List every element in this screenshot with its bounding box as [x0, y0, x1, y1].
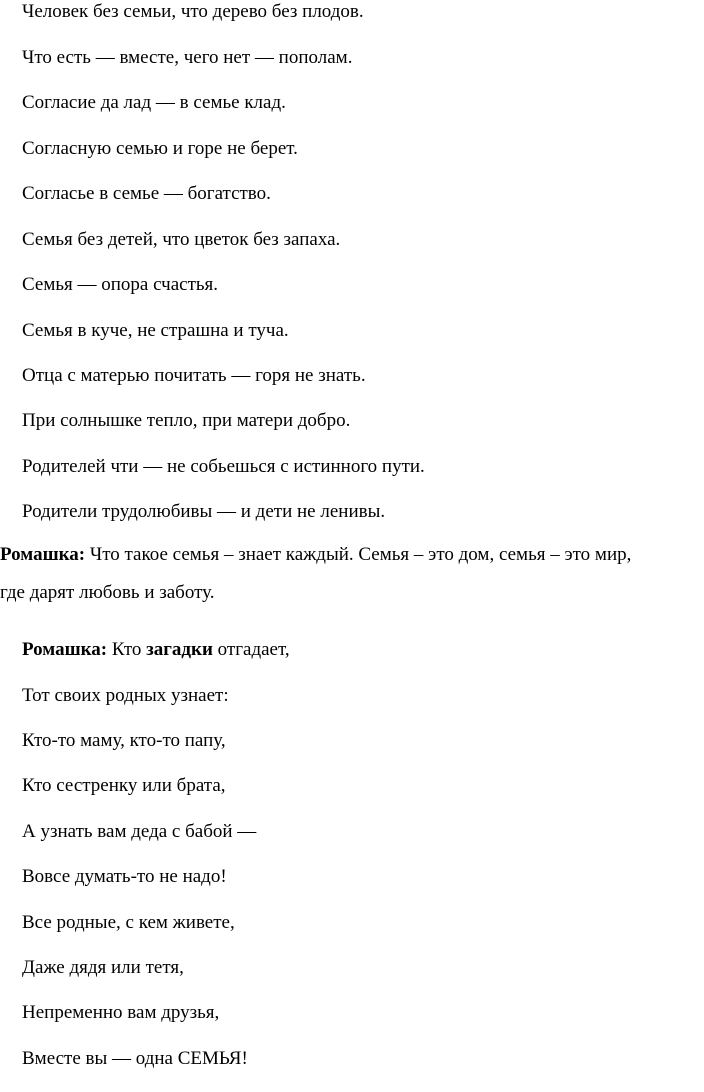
- proverb-line: Родителей чти — не собьешься с истинного пути.: [22, 456, 425, 477]
- intro-paragraph: [0, 544, 704, 604]
- poem-line: Кто-то маму, кто-то папу,: [22, 730, 226, 751]
- intro-line-1: [0, 544, 704, 566]
- speaker-label: Ромашка:: [22, 639, 108, 660]
- poem-line: Непременно вам друзья,: [22, 1002, 220, 1023]
- proverb-line: Что есть — вместе, чего нет — пополам.: [22, 47, 353, 68]
- poem-line: Вовсе думать-то не надо!: [22, 866, 227, 887]
- proverb-line: Человек без семьи, что дерево без плодов.: [22, 1, 364, 22]
- poem-line: А узнать вам деда с бабой —: [22, 821, 257, 842]
- poem-line: Все родные, с кем живете,: [22, 912, 235, 933]
- intro-line-2: где дарят любовь и заботу.: [0, 582, 215, 603]
- poem-line: Кто сестренку или брата,: [22, 775, 226, 796]
- poem-line: Тот своих родных узнает:: [22, 685, 229, 706]
- speaker-label: Ромашка:: [0, 544, 86, 565]
- poem-line: Вместе вы — одна СЕМЬЯ!: [22, 1048, 248, 1069]
- intro-text: Что такое семья – знает каждый. Семья – это дом, семья – это мир,: [85, 544, 632, 565]
- riddle-keyword: загадки: [146, 639, 213, 660]
- proverb-line: Согласье в семье — богатство.: [22, 183, 271, 204]
- riddle-intro: [22, 639, 290, 661]
- riddle-text: Кто: [107, 639, 147, 660]
- proverb-line: Согласие да лад — в семье клад.: [22, 92, 286, 113]
- proverb-line: Отца с матерью почитать — горя не знать.: [22, 365, 366, 386]
- proverb-line: Родители трудолюбивы — и дети не ленивы.: [22, 501, 386, 522]
- proverb-line: Согласную семью и горе не берет.: [22, 138, 298, 159]
- proverb-line: Семья без детей, что цветок без запаха.: [22, 229, 341, 250]
- proverb-line: Семья — опора счастья.: [22, 274, 219, 295]
- proverb-line: При солнышке тепло, при матери добро.: [22, 410, 351, 431]
- riddle-text: отгадает,: [212, 639, 290, 660]
- proverb-line: Семья в куче, не страшна и туча.: [22, 320, 289, 341]
- poem-line: Даже дядя или тетя,: [22, 957, 184, 978]
